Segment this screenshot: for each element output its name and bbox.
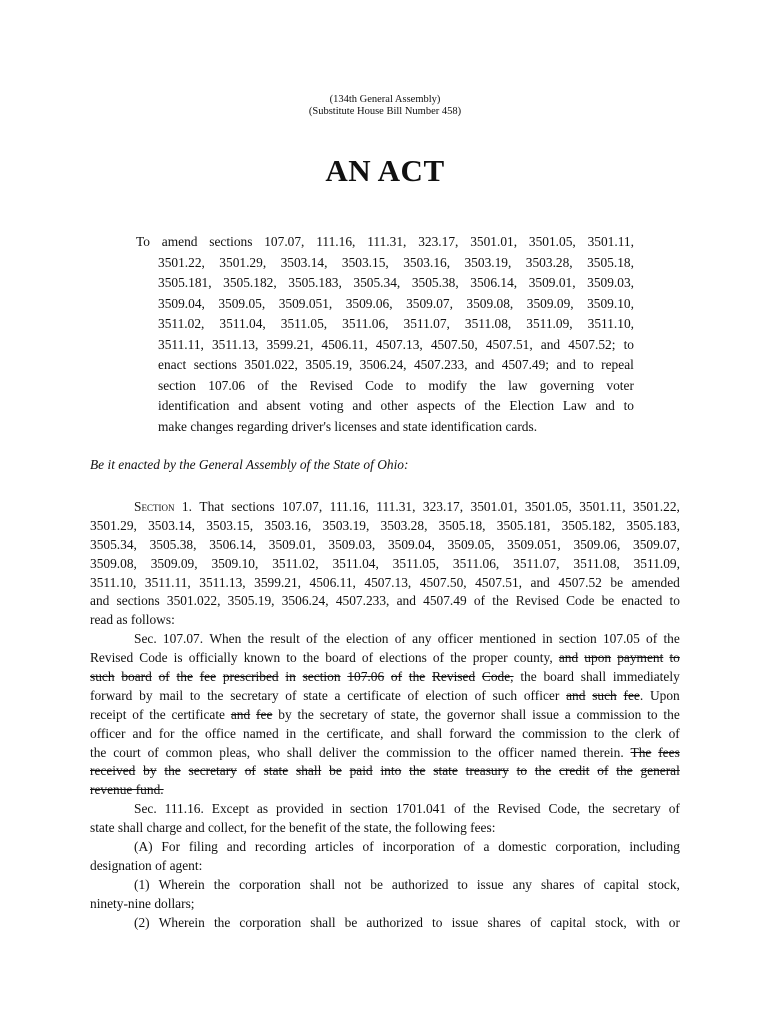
- body-line: Sec. 107.07. When the result of the election of any officer mentioned in section 107.05 of the: [134, 631, 680, 647]
- bill-number-line: (Substitute House Bill Number 458): [308, 106, 462, 117]
- body-line: and sections 3501.022, 3505.19, 3506.24, 4507.233, and 4507.49 of the Revised Code be enacted to: [90, 593, 680, 609]
- title-line: 3509.04, 3509.05, 3509.051, 3509.06, 3509.07, 3509.08, 3509.09, 3509.10,: [158, 295, 634, 311]
- body-line: such board of the fee prescribed in section 107.06 of the Revised Code, the board shall immediately: [90, 669, 680, 685]
- body-line: received by the secretary of state shall be paid into the state treasury to the credit of the general: [90, 763, 680, 779]
- body-line: designation of agent:: [90, 857, 203, 873]
- body-line: Sec. 111.16. Except as provided in section 1701.041 of the Revised Code, the secretary of: [134, 801, 680, 817]
- body-line: (A) For filing and recording articles of incorporation of a domestic corporation, including: [134, 839, 680, 855]
- title-line: identification and absent voting and other aspects of the Election Law and to: [158, 398, 634, 413]
- body-line: Revised Code is officially known to the board of elections of the proper county, and upon payment to: [90, 650, 680, 666]
- enacting-clause: Be it enacted by the General Assembly of the State of Ohio:: [90, 457, 409, 472]
- general-assembly-line: (134th General Assembly): [329, 94, 441, 105]
- body-line: 3511.10, 3511.11, 3511.13, 3599.21, 4506.11, 4507.13, 4507.50, 4507.51, and 4507.52 be amended: [90, 574, 680, 590]
- title-line: enact sections 3501.022, 3505.19, 3506.24, 4507.233, and 4507.49; and to repeal: [158, 357, 634, 372]
- act-title: AN ACT: [325, 153, 445, 188]
- body-line: officer and for the office named in the certificate, and shall forward the commission to the clerk of: [90, 725, 680, 741]
- act-body-text: [90, 498, 680, 932]
- title-line: To amend sections 107.07, 111.16, 111.31, 323.17, 3501.01, 3501.05, 3501.11,: [136, 234, 634, 249]
- body-line: 3501.29, 3503.14, 3503.15, 3503.16, 3503.19, 3503.28, 3505.18, 3505.181, 3505.182, 3505.183,: [90, 517, 680, 533]
- title-line: make changes regarding driver's licenses and state identification cards.: [158, 418, 538, 434]
- body-line: the court of common pleas, who shall deliver the commission to the officer named therein. The fees: [90, 744, 680, 760]
- title-line: 3501.22, 3501.29, 3503.14, 3503.15, 3503.16, 3503.19, 3503.28, 3505.18,: [158, 254, 634, 270]
- body-line: forward by mail to the secretary of state a certificate of election of such officer and such fee. Upon: [90, 687, 680, 703]
- body-line: read as follows:: [90, 612, 175, 628]
- body-line: (2) Wherein the corporation shall be authorized to issue shares of capital stock, with or: [134, 914, 680, 930]
- title-line: section 107.06 of the Revised Code to modify the law governing voter: [158, 377, 634, 393]
- title-line: 3505.181, 3505.182, 3505.183, 3505.34, 3505.38, 3506.14, 3509.01, 3509.03,: [158, 275, 634, 290]
- body-line: revenue fund.: [90, 782, 164, 798]
- title-line: 3511.11, 3511.13, 3599.21, 4506.11, 4507.13, 4507.50, 4507.51, and 4507.52; to: [158, 336, 634, 352]
- body-line: receipt of the certificate and fee by the secretary of state, the governor shall issue a commission to the: [90, 706, 680, 722]
- title-line: 3511.02, 3511.04, 3511.05, 3511.06, 3511.07, 3511.08, 3511.09, 3511.10,: [158, 316, 634, 331]
- body-line: Section 1. That sections 107.07, 111.16, 111.31, 323.17, 3501.01, 3501.05, 3501.11, 3501.22,: [134, 499, 680, 514]
- body-line: 3509.08, 3509.09, 3509.10, 3511.02, 3511.04, 3511.05, 3511.06, 3511.07, 3511.08, 3511.09,: [90, 555, 680, 571]
- body-line: (1) Wherein the corporation shall not be authorized to issue any shares of capital stock,: [134, 876, 680, 892]
- body-line: 3505.34, 3505.38, 3506.14, 3509.01, 3509.03, 3509.04, 3509.05, 3509.051, 3509.06, 3509.07,: [90, 536, 680, 552]
- body-line: state shall charge and collect, for the benefit of the state, the following fees:: [90, 820, 496, 836]
- body-line: ninety-nine dollars;: [90, 895, 195, 911]
